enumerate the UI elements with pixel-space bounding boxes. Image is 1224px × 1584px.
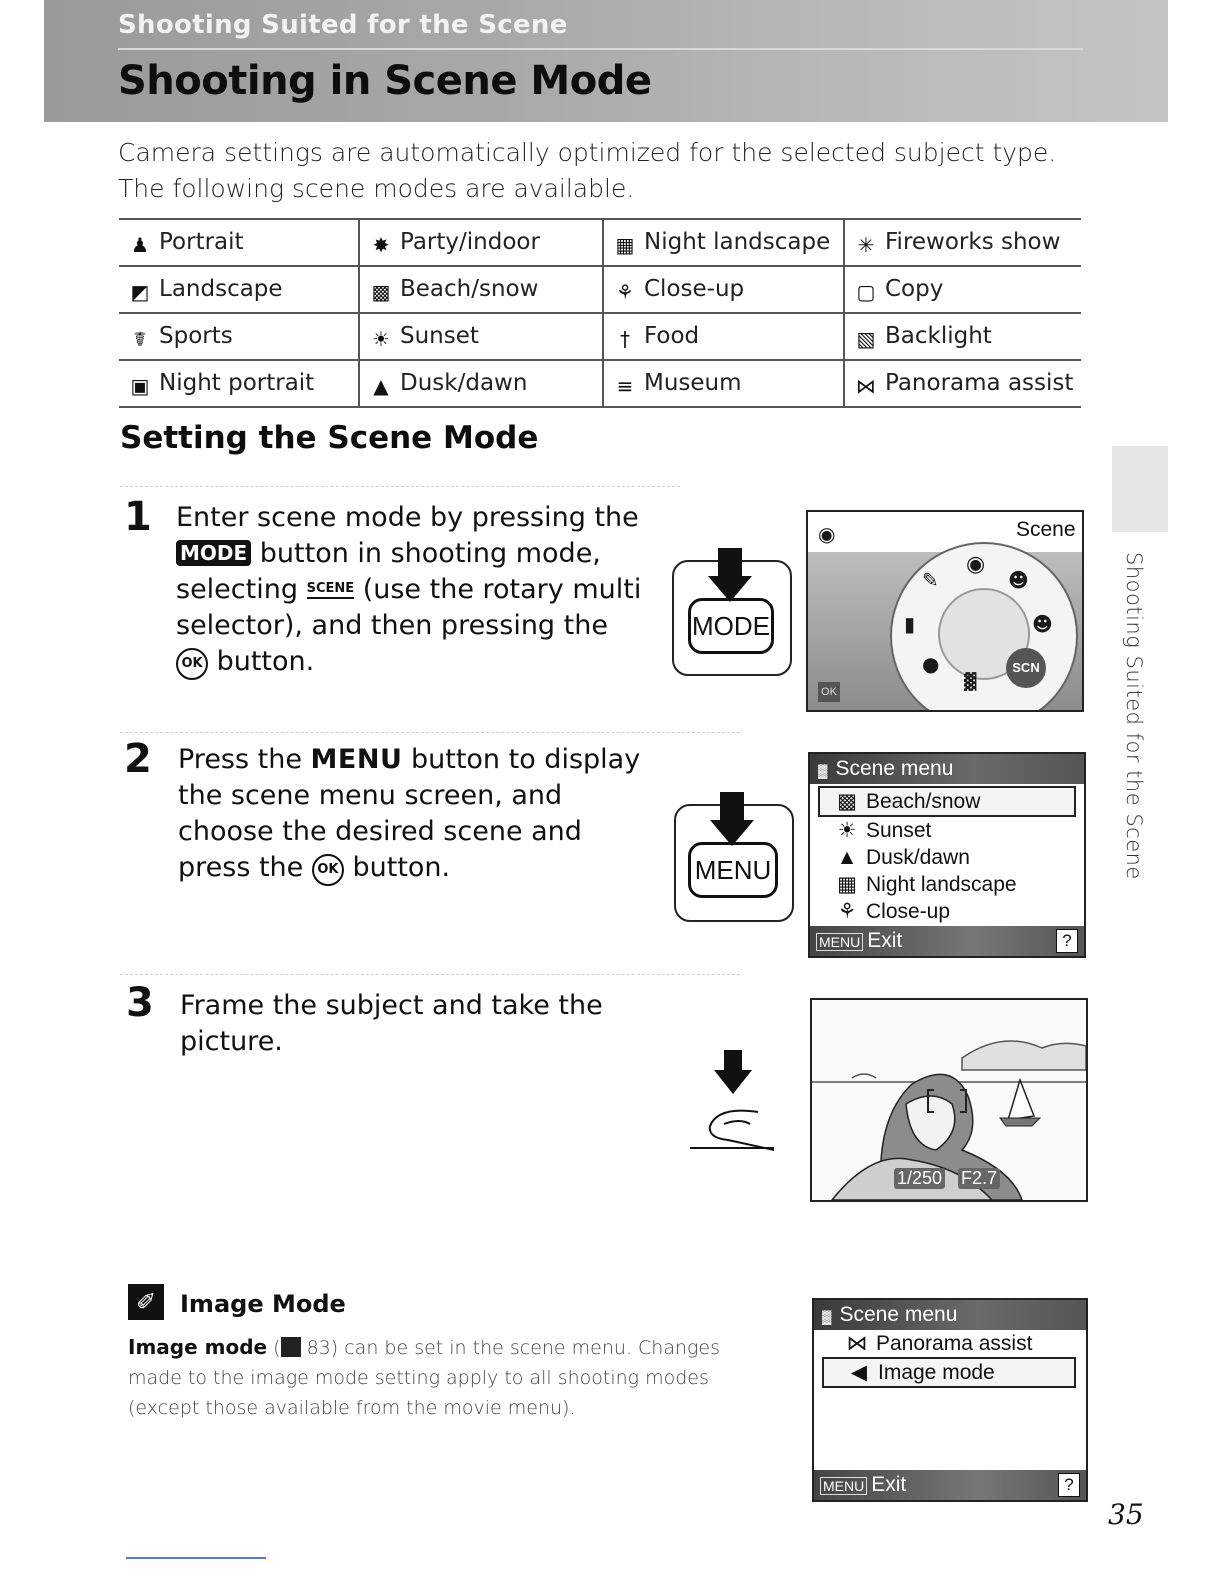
arrow-down-icon (724, 1050, 742, 1072)
page-number: 35 (1108, 1498, 1144, 1531)
scene-label: Backlight (885, 323, 992, 349)
step-text-part: Press the (178, 744, 302, 775)
museum-icon: ≡ (616, 374, 634, 398)
sunset-icon: ☀ (837, 819, 857, 842)
menu-item-label: Night landscape (866, 873, 1017, 896)
intro-text: Camera settings are automatically optimized for the selected subject type. The following scene modes are available. (118, 138, 1057, 203)
menu-key: MENU (820, 1477, 867, 1495)
table-cell (119, 266, 359, 313)
scene-menu-screen-2 (812, 1298, 1088, 1502)
menu-item (810, 871, 1084, 898)
scene-label: Close-up (644, 276, 745, 302)
table-cell (603, 219, 844, 266)
table-cell (603, 313, 844, 360)
step-number: 1 (124, 494, 152, 540)
finger-press-icon (688, 1104, 778, 1154)
panorama-assist-icon: ⋈ (846, 1332, 868, 1355)
step-text-part: (use the rotary multi selector), and then pressing the (176, 574, 642, 641)
help-icon: ? (1058, 1473, 1080, 1497)
image-mode-icon: ◀ (850, 1361, 868, 1384)
table-row (119, 360, 1081, 407)
exit-label: Exit (871, 1473, 907, 1496)
viewfinder-screen (810, 998, 1088, 1202)
divider (120, 732, 740, 733)
step-number: 3 (126, 980, 154, 1026)
ok-tag: OK (818, 682, 840, 702)
menu-item (810, 898, 1084, 925)
table-cell (119, 360, 359, 407)
fireworks-icon: ✳ (857, 233, 875, 257)
mode-button: MODE (688, 598, 774, 654)
table-row (119, 313, 1081, 360)
reference-icon (281, 1337, 301, 1357)
menu-key-glyph: MENU (310, 744, 403, 775)
step-number: 2 (124, 736, 152, 782)
scene-dial-screen (806, 510, 1084, 712)
menu-item-label: Sunset (866, 819, 932, 842)
scene-label: Landscape (159, 276, 283, 302)
portrait-mode-icon: ☻ (1032, 612, 1053, 636)
scene-label: Night landscape (644, 229, 831, 255)
sports-icon: ☤ (133, 327, 147, 351)
night-portrait-icon: ▣ (130, 374, 150, 398)
scene-menu-screen (808, 752, 1086, 958)
ok-button-icon: OK (312, 854, 344, 886)
menu-item (810, 817, 1084, 844)
table-cell (119, 219, 359, 266)
scene-label: Panorama assist (885, 370, 1074, 396)
menu-footer (814, 1470, 1086, 1500)
menu-key: MENU (816, 933, 863, 951)
party-indoor-icon: ✸ (372, 233, 390, 257)
step-1-text (176, 500, 646, 680)
movie-mode-icon: ▮ (904, 612, 916, 636)
step-text-part: button in shooting mode, selecting (176, 538, 601, 605)
menu-item-label: Close-up (866, 900, 951, 923)
page-title: Shooting in Scene Mode (118, 58, 652, 104)
scene-label: Dusk/dawn (400, 370, 528, 396)
step-3-text: Frame the subject and take the picture. (180, 990, 603, 1057)
table-cell (844, 266, 1081, 313)
menu-item-label: Image mode (878, 1361, 995, 1384)
table-cell (844, 360, 1081, 407)
vr-mode-icon: ✎ (922, 568, 939, 592)
menu-header: ▓ Scene menu (814, 1300, 1086, 1330)
page-reference: 83 (306, 1337, 331, 1359)
shutter-speed: 1/250 (894, 1168, 945, 1189)
beach-snow-icon: ▩ (837, 790, 857, 813)
divider (120, 486, 680, 487)
close-up-icon: ⚘ (616, 280, 634, 304)
note-body: Image mode ( 83) can be set in the scene menu. Changes made to the image mode setting apply to all shooting modes (except those available from the movie menu). (128, 1335, 721, 1419)
table-cell (603, 266, 844, 313)
step-text-part: button to display the scene menu screen, and choose the desired scene and press the (178, 744, 641, 883)
scene-label: Party/indoor (400, 229, 540, 255)
scene-label: Sports (159, 323, 233, 349)
menu-item-selected (818, 786, 1076, 817)
table-cell (603, 360, 844, 407)
scene-dial-selected: SCN (1006, 648, 1046, 688)
menu-title: Scene menu (835, 757, 954, 780)
arrow-down-icon (714, 1070, 752, 1094)
footer-rule (126, 1557, 266, 1559)
menu-item-label: Dusk/dawn (866, 846, 970, 869)
camera-icon: ◉ (818, 522, 836, 546)
table-cell (359, 360, 603, 407)
dial-label: Scene (1016, 518, 1076, 541)
scene-label: Beach/snow (400, 276, 539, 302)
step-text-part: Enter scene mode by pressing the (176, 502, 639, 533)
header-divider (118, 48, 1083, 50)
step-text-part: button. (216, 646, 315, 677)
scene-auto-icon: ▓ (964, 672, 977, 691)
voice-mode-icon: ● (922, 652, 940, 676)
table-row (119, 266, 1081, 313)
food-icon: † (620, 327, 630, 351)
close-up-icon: ⚘ (837, 900, 857, 923)
scene-label: Food (644, 323, 700, 349)
step-text-part: button. (352, 852, 451, 883)
menu-item-label: Panorama assist (876, 1332, 1033, 1355)
scene-label: Fireworks show (885, 229, 1061, 255)
scene-label: Museum (644, 370, 742, 396)
arrow-down-icon (718, 548, 742, 578)
aperture: F2.7 (958, 1168, 1000, 1189)
table-cell (119, 313, 359, 360)
note-term: Image mode (128, 1335, 268, 1359)
portrait-icon: ♟ (131, 233, 149, 257)
table-cell (359, 266, 603, 313)
menu-title: Scene menu (839, 1303, 958, 1326)
arrow-down-icon (720, 792, 744, 822)
menu-header: ▓ Scene menu (810, 754, 1084, 784)
viewfinder-photo (812, 1000, 1086, 1200)
dusk-dawn-icon: ▲ (836, 846, 858, 869)
mode-key-glyph: MODE (176, 540, 251, 566)
side-tab-marker (1112, 446, 1168, 532)
backlight-icon: ▧ (856, 327, 876, 351)
scene-label: Sunset (400, 323, 479, 349)
landscape-icon: ◩ (130, 280, 150, 304)
night-landscape-icon: ▦ (615, 233, 635, 257)
section-title: Shooting Suited for the Scene (118, 10, 568, 40)
ok-button-icon: OK (176, 648, 208, 680)
scene-label: Copy (885, 276, 944, 302)
dusk-dawn-icon: ▲ (373, 374, 389, 398)
table-cell (844, 313, 1081, 360)
note-title: Image Mode (180, 1290, 346, 1318)
menu-button: MENU (688, 842, 778, 898)
scene-label: Night portrait (159, 370, 315, 396)
menu-item (814, 1330, 1086, 1357)
sunset-icon: ☀ (372, 327, 390, 351)
auto-mode-icon: ◉ (966, 552, 986, 577)
step-2-text (178, 742, 648, 886)
note-text: can be set in the scene menu. Changes made to the image mode setting apply to all shooting modes (except those available from the movie menu). (128, 1337, 721, 1419)
table-cell (359, 219, 603, 266)
menu-item (810, 844, 1084, 871)
pencil-note-icon: ✐ (128, 1284, 164, 1320)
exit-label: Exit (867, 929, 903, 952)
divider (120, 974, 740, 975)
panorama-assist-icon: ⋈ (856, 374, 876, 398)
help-icon: ? (1056, 929, 1078, 953)
setting-heading: Setting the Scene Mode (120, 420, 539, 456)
smile-mode-icon: ☻ (1008, 568, 1029, 592)
menu-item-selected (822, 1357, 1076, 1388)
table-cell (844, 219, 1081, 266)
scene-mode-table (119, 218, 1081, 408)
beach-snow-icon: ▩ (371, 280, 391, 304)
table-cell (359, 313, 603, 360)
menu-footer (810, 926, 1084, 956)
table-row (119, 219, 1081, 266)
night-landscape-icon: ▦ (837, 873, 857, 896)
scene-mode-icon: SCENE (307, 581, 355, 599)
scene-label: Portrait (159, 229, 244, 255)
copy-icon: ▢ (856, 280, 876, 304)
menu-item-label: Beach/snow (866, 790, 981, 813)
side-section-label: Shooting Suited for the Scene (1122, 552, 1146, 880)
